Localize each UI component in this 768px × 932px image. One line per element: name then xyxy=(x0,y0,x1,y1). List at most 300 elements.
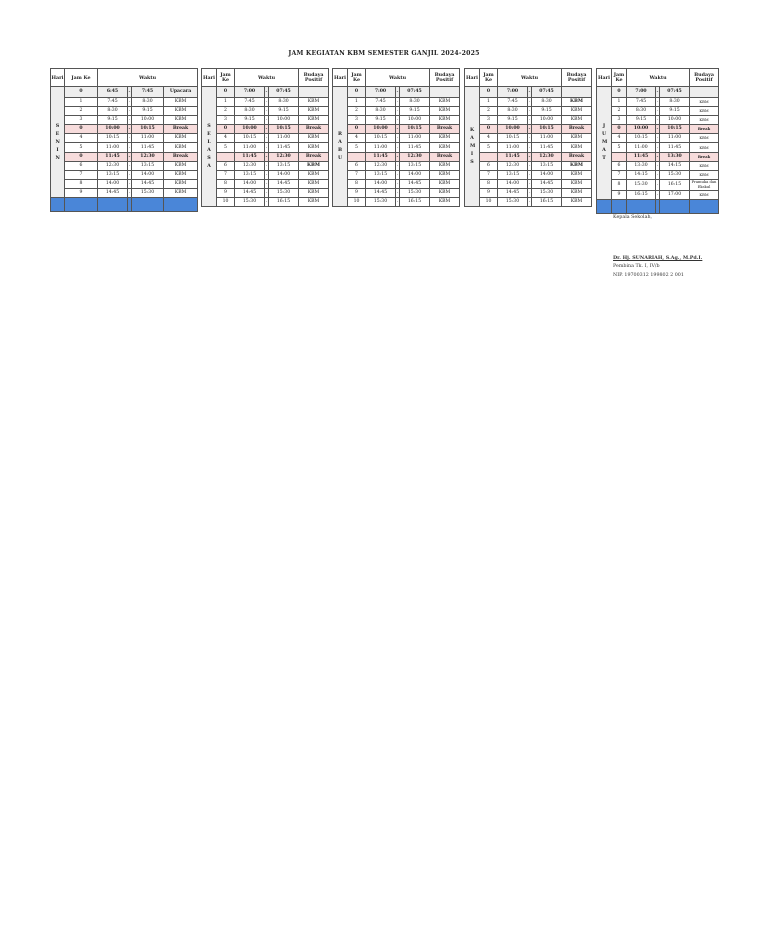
end-time-cell: 11:45 xyxy=(400,143,430,152)
activity-cell: KBM xyxy=(562,179,592,188)
table-row xyxy=(333,179,460,188)
activity-cell: KBM xyxy=(430,107,460,116)
end-time-cell: 9:15 xyxy=(400,107,430,116)
table-row xyxy=(202,198,329,207)
activity-cell: KBM xyxy=(430,143,460,152)
jam-ke-cell: 2 xyxy=(217,107,235,116)
separator-cell: - xyxy=(396,188,400,197)
separator-cell: - xyxy=(656,161,660,170)
jam-ke-header: Jam Ke xyxy=(65,69,98,87)
footer-cell xyxy=(132,198,164,212)
header-row xyxy=(465,69,592,87)
start-time-cell: 13:15 xyxy=(498,170,528,179)
start-time-cell: 9:15 xyxy=(366,116,396,125)
jam-ke-cell: 6 xyxy=(612,161,627,170)
end-time-cell: 13:15 xyxy=(132,161,164,170)
day-letters: S E N I N xyxy=(55,122,60,161)
start-time-cell: 13:15 xyxy=(366,170,396,179)
activity-cell: KBM xyxy=(690,143,719,152)
end-time-cell: 14:00 xyxy=(532,170,562,179)
jam-ke-cell: 4 xyxy=(480,134,498,143)
schedule-table-kamis xyxy=(464,68,592,207)
table-row xyxy=(202,152,329,161)
footer-cell xyxy=(612,199,627,213)
separator-cell: - xyxy=(528,188,532,197)
activity-cell: KBM xyxy=(164,143,198,152)
end-time-cell: 10:00 xyxy=(269,116,299,125)
table-row xyxy=(597,152,719,161)
day-name xyxy=(51,87,65,198)
start-time-cell: 7:00 xyxy=(498,87,528,98)
activity-cell: Break xyxy=(299,125,329,134)
activity-cell xyxy=(690,87,719,98)
jam-ke-cell: 7 xyxy=(612,170,627,179)
end-time-cell: 10:15 xyxy=(132,125,164,134)
activity-cell: KBM xyxy=(164,161,198,170)
signature-name: Dr. Hj. SUNARIAH, S.Ag., M.Pd.I. xyxy=(613,255,703,261)
end-time-cell: 12:30 xyxy=(400,152,430,161)
jam-ke-cell: 1 xyxy=(480,98,498,107)
separator-cell: - xyxy=(265,198,269,207)
activity-cell: KBM xyxy=(562,134,592,143)
separator-cell: - xyxy=(656,87,660,98)
separator-cell: - xyxy=(396,152,400,161)
start-time-cell: 8:30 xyxy=(627,107,656,116)
table-row xyxy=(202,170,329,179)
jam-ke-cell: 7 xyxy=(480,170,498,179)
activity-cell: KBM xyxy=(299,188,329,197)
activity-cell: Break xyxy=(690,125,719,134)
jam-ke-cell: 1 xyxy=(217,98,235,107)
table-row xyxy=(333,188,460,197)
separator-cell: - xyxy=(656,179,660,190)
table-row xyxy=(51,116,198,125)
end-time-cell: 10:00 xyxy=(400,116,430,125)
separator-cell: - xyxy=(396,98,400,107)
start-time-cell: 9:15 xyxy=(498,116,528,125)
day-letters: K A M I S xyxy=(470,127,476,166)
footer-cell xyxy=(597,199,612,213)
jam-ke-cell: 8 xyxy=(348,179,366,188)
activity-cell: KBM xyxy=(430,98,460,107)
jam-ke-cell: 8 xyxy=(65,179,98,188)
jam-ke-cell: 3 xyxy=(480,116,498,125)
separator-cell: - xyxy=(528,179,532,188)
table-row xyxy=(597,190,719,199)
end-time-cell: 07:45 xyxy=(400,87,430,98)
table-row xyxy=(465,170,592,179)
end-time-cell: 14:45 xyxy=(269,179,299,188)
activity-cell: KBM xyxy=(690,161,719,170)
jam-ke-cell: 8 xyxy=(480,179,498,188)
separator-cell: - xyxy=(396,170,400,179)
activity-cell: KBM xyxy=(562,170,592,179)
separator-cell: - xyxy=(656,125,660,134)
hari-header: Hari xyxy=(465,69,480,87)
table-row xyxy=(51,134,198,143)
end-time-cell: 14:00 xyxy=(400,170,430,179)
start-time-cell: 14:00 xyxy=(366,179,396,188)
hari-header: Hari xyxy=(597,69,612,87)
end-time-cell: 9:15 xyxy=(269,107,299,116)
table-row xyxy=(51,143,198,152)
jam-ke-cell: 10 xyxy=(348,198,366,207)
start-time-cell: 14:45 xyxy=(98,188,128,197)
jam-ke-cell: 2 xyxy=(480,107,498,116)
activity-cell: KBM xyxy=(690,98,719,107)
activity-cell: KBM xyxy=(562,188,592,197)
jam-ke-cell: 4 xyxy=(65,134,98,143)
end-time-cell: 10:00 xyxy=(132,116,164,125)
end-time-cell: 15:30 xyxy=(269,188,299,197)
signature-nip: NIP. 19700312 199802 2 001 xyxy=(613,273,684,278)
start-time-cell: 14:45 xyxy=(235,188,265,197)
jam-ke-cell: 6 xyxy=(217,161,235,170)
separator-cell: - xyxy=(528,161,532,170)
activity-cell: Break xyxy=(430,125,460,134)
page-title: JAM KEGIATAN KBM SEMESTER GANJIL 2024-2025 xyxy=(288,50,480,57)
day-name xyxy=(202,87,217,207)
jam-ke-cell: 5 xyxy=(217,143,235,152)
start-time-cell: 11:00 xyxy=(498,143,528,152)
start-time-cell: 7:45 xyxy=(498,98,528,107)
jam-ke-cell: 0 xyxy=(612,125,627,134)
activity-cell: KBM xyxy=(562,116,592,125)
activity-cell: KBM xyxy=(299,143,329,152)
end-time-cell: 12:30 xyxy=(532,152,562,161)
end-time-cell: 13:15 xyxy=(269,161,299,170)
separator-cell: - xyxy=(396,116,400,125)
separator-cell: - xyxy=(528,98,532,107)
end-time-cell: 13:15 xyxy=(532,161,562,170)
header-row xyxy=(597,69,719,87)
start-time-cell: 11:45 xyxy=(627,152,656,161)
jam-ke-header: Jam Ke xyxy=(217,69,235,87)
jam-ke-cell xyxy=(348,152,366,161)
separator-cell: - xyxy=(656,152,660,161)
jam-ke-header: Jam Ke xyxy=(480,69,498,87)
separator-cell: - xyxy=(656,143,660,152)
header-row xyxy=(51,69,198,87)
table-row xyxy=(202,134,329,143)
table-row xyxy=(465,134,592,143)
end-time-cell: 11:45 xyxy=(269,143,299,152)
separator-cell: - xyxy=(265,161,269,170)
jam-ke-cell: 0 xyxy=(612,87,627,98)
separator-cell: - xyxy=(265,179,269,188)
jam-ke-cell: 2 xyxy=(612,107,627,116)
hari-header: Hari xyxy=(333,69,348,87)
activity-cell: KBM xyxy=(562,161,592,170)
activity-cell: KBM xyxy=(164,134,198,143)
table-row xyxy=(597,179,719,190)
jam-ke-cell: 5 xyxy=(480,143,498,152)
end-time-cell: 14:00 xyxy=(132,170,164,179)
end-time-cell: 14:45 xyxy=(400,179,430,188)
separator-cell: - xyxy=(128,98,132,107)
separator-cell: - xyxy=(528,125,532,134)
end-time-cell: 9:15 xyxy=(660,107,690,116)
end-time-cell: 14:00 xyxy=(269,170,299,179)
end-time-cell: 16:15 xyxy=(400,198,430,207)
table-row xyxy=(202,125,329,134)
activity-cell xyxy=(430,87,460,98)
jam-ke-cell: 0 xyxy=(65,87,98,98)
jam-ke-cell: 3 xyxy=(348,116,366,125)
activity-cell: Upacara xyxy=(164,87,198,98)
end-time-cell: 15:30 xyxy=(532,188,562,197)
end-time-cell: 10:15 xyxy=(532,125,562,134)
end-time-cell: 8:30 xyxy=(532,98,562,107)
start-time-cell: 11:45 xyxy=(498,152,528,161)
separator-cell: - xyxy=(128,170,132,179)
table-row xyxy=(597,134,719,143)
header-row xyxy=(202,69,329,87)
activity-cell: KBM xyxy=(299,170,329,179)
activity-cell: KBM xyxy=(562,107,592,116)
table-row xyxy=(51,161,198,170)
jam-ke-cell xyxy=(217,152,235,161)
separator-cell: - xyxy=(128,188,132,197)
end-time-cell: 11:00 xyxy=(660,134,690,143)
activity-cell: KBM xyxy=(299,179,329,188)
end-time-cell: 07:45 xyxy=(532,87,562,98)
end-time-cell: 8:30 xyxy=(660,98,690,107)
day-name xyxy=(333,87,348,207)
start-time-cell: 7:00 xyxy=(235,87,265,98)
start-time-cell: 10:15 xyxy=(498,134,528,143)
day-name xyxy=(465,87,480,207)
jam-ke-cell: 8 xyxy=(217,179,235,188)
end-time-cell: 9:15 xyxy=(132,107,164,116)
start-time-cell: 15:30 xyxy=(627,179,656,190)
table-row xyxy=(51,98,198,107)
separator-cell: - xyxy=(396,198,400,207)
activity-cell: KBM xyxy=(562,98,592,107)
start-time-cell: 13:15 xyxy=(98,170,128,179)
table-row xyxy=(333,134,460,143)
activity-cell: KBM xyxy=(299,107,329,116)
start-time-cell: 10:00 xyxy=(98,125,128,134)
table-row xyxy=(465,98,592,107)
jam-ke-cell: 6 xyxy=(480,161,498,170)
table-row xyxy=(597,170,719,179)
activity-cell: KBM xyxy=(299,198,329,207)
jam-ke-cell: 0 xyxy=(65,125,98,134)
activity-cell xyxy=(299,87,329,98)
separator-cell: - xyxy=(528,152,532,161)
day-name xyxy=(597,87,612,200)
separator-cell: - xyxy=(128,143,132,152)
end-time-cell: 14:15 xyxy=(660,161,690,170)
activity-cell: KBM xyxy=(430,198,460,207)
activity-cell: KBM xyxy=(164,107,198,116)
separator-cell: - xyxy=(265,143,269,152)
start-time-cell: 16:15 xyxy=(627,190,656,199)
activity-cell xyxy=(562,87,592,98)
table-row xyxy=(333,98,460,107)
end-time-cell: 07:45 xyxy=(269,87,299,98)
signature-role: Kepala Sekolah, xyxy=(613,215,653,220)
schedule-table-selasa xyxy=(201,68,329,207)
jam-ke-cell: 7 xyxy=(217,170,235,179)
jam-ke-cell: 9 xyxy=(612,190,627,199)
waktu-header: Waktu xyxy=(235,69,299,87)
activity-cell: Break xyxy=(164,125,198,134)
separator-cell: - xyxy=(128,152,132,161)
end-time-cell: 11:45 xyxy=(532,143,562,152)
table-row xyxy=(51,179,198,188)
table-row xyxy=(465,188,592,197)
table-row xyxy=(597,107,719,116)
start-time-cell: 10:00 xyxy=(498,125,528,134)
signature-rank: Pembina Tk. I, IV/b xyxy=(613,264,660,269)
start-time-cell: 11:45 xyxy=(98,152,128,161)
jam-ke-cell xyxy=(480,152,498,161)
table-row xyxy=(51,170,198,179)
activity-cell: KBM xyxy=(430,179,460,188)
end-time-cell: 11:00 xyxy=(400,134,430,143)
start-time-cell: 9:15 xyxy=(235,116,265,125)
jam-ke-cell: 1 xyxy=(65,98,98,107)
budaya-positif-header: Budaya Positif xyxy=(562,69,592,87)
activity-cell: KBM xyxy=(690,134,719,143)
table-row xyxy=(597,98,719,107)
jam-ke-cell: 6 xyxy=(348,161,366,170)
activity-cell: Break xyxy=(690,152,719,161)
separator-cell: - xyxy=(265,107,269,116)
end-time-cell: 10:15 xyxy=(660,125,690,134)
activity-cell: KBM xyxy=(430,170,460,179)
schedule-table-jumat xyxy=(596,68,719,214)
table-row xyxy=(597,143,719,152)
separator-cell: - xyxy=(128,107,132,116)
table-row xyxy=(202,87,329,98)
jam-ke-cell: 9 xyxy=(217,188,235,197)
start-time-cell: 8:30 xyxy=(498,107,528,116)
separator-cell: - xyxy=(656,134,660,143)
end-time-cell: 10:15 xyxy=(400,125,430,134)
table-row xyxy=(333,198,460,207)
table-row xyxy=(202,188,329,197)
table-row xyxy=(333,125,460,134)
activity-cell: KBM xyxy=(690,107,719,116)
separator-cell: - xyxy=(528,198,532,207)
separator-cell: - xyxy=(528,134,532,143)
start-time-cell: 13:15 xyxy=(235,170,265,179)
table-row xyxy=(51,125,198,134)
jam-ke-cell: 0 xyxy=(348,87,366,98)
budaya-positif-header: Budaya Positif xyxy=(299,69,329,87)
budaya-positif-header: Budaya Positif xyxy=(690,69,719,87)
end-time-cell: 12:30 xyxy=(269,152,299,161)
activity-cell: KBM xyxy=(299,134,329,143)
footer-row xyxy=(597,199,719,213)
jam-ke-cell: 5 xyxy=(65,143,98,152)
jam-ke-cell: 1 xyxy=(348,98,366,107)
table-row xyxy=(465,107,592,116)
start-time-cell: 10:15 xyxy=(235,134,265,143)
end-time-cell: 15:30 xyxy=(660,170,690,179)
jam-ke-cell: 4 xyxy=(217,134,235,143)
start-time-cell: 11:00 xyxy=(366,143,396,152)
jam-ke-cell: 9 xyxy=(348,188,366,197)
activity-cell: KBM xyxy=(562,143,592,152)
start-time-cell: 14:45 xyxy=(498,188,528,197)
end-time-cell: 12:30 xyxy=(132,152,164,161)
activity-cell: KBM xyxy=(299,98,329,107)
start-time-cell: 11:45 xyxy=(366,152,396,161)
footer-cell xyxy=(65,198,98,212)
table-row xyxy=(465,152,592,161)
activity-cell: KBM xyxy=(164,116,198,125)
activity-cell: KBM xyxy=(562,198,592,207)
footer-cell xyxy=(660,199,690,213)
activity-cell: Break xyxy=(562,125,592,134)
table-row xyxy=(333,107,460,116)
separator-cell: - xyxy=(528,107,532,116)
separator-cell: - xyxy=(528,116,532,125)
table-row xyxy=(465,179,592,188)
table-row xyxy=(333,170,460,179)
end-time-cell: 11:00 xyxy=(532,134,562,143)
separator-cell: - xyxy=(265,116,269,125)
start-time-cell: 10:15 xyxy=(98,134,128,143)
start-time-cell: 11:00 xyxy=(98,143,128,152)
jam-ke-cell: 2 xyxy=(65,107,98,116)
end-time-cell: 8:30 xyxy=(400,98,430,107)
separator-cell: - xyxy=(128,134,132,143)
jam-ke-cell: 7 xyxy=(65,170,98,179)
start-time-cell: 15:30 xyxy=(235,198,265,207)
separator-cell: - xyxy=(528,170,532,179)
activity-cell: Break xyxy=(562,152,592,161)
start-time-cell: 7:45 xyxy=(98,98,128,107)
jam-ke-cell: 0 xyxy=(348,125,366,134)
jam-ke-cell: 5 xyxy=(348,143,366,152)
footer-cell xyxy=(164,198,198,212)
start-time-cell: 7:45 xyxy=(235,98,265,107)
start-time-cell: 14:00 xyxy=(498,179,528,188)
end-time-cell: 14:45 xyxy=(132,179,164,188)
jam-ke-cell: 10 xyxy=(480,198,498,207)
table-row xyxy=(465,87,592,98)
table-row xyxy=(51,188,198,197)
end-time-cell: 10:00 xyxy=(660,116,690,125)
table-row xyxy=(333,152,460,161)
jam-ke-cell: 6 xyxy=(65,161,98,170)
jam-ke-header: Jam Ke xyxy=(348,69,366,87)
jam-ke-cell: 8 xyxy=(612,179,627,190)
end-time-cell: 8:30 xyxy=(132,98,164,107)
end-time-cell: 9:15 xyxy=(532,107,562,116)
separator-cell: - xyxy=(265,125,269,134)
waktu-header: Waktu xyxy=(366,69,430,87)
table-row xyxy=(202,98,329,107)
jam-ke-cell: 2 xyxy=(348,107,366,116)
start-time-cell: 12:30 xyxy=(498,161,528,170)
start-time-cell: 10:00 xyxy=(627,125,656,134)
hari-header: Hari xyxy=(202,69,217,87)
table-row xyxy=(465,198,592,207)
day-letters: S E L A S A xyxy=(207,123,211,170)
activity-cell: KBM xyxy=(430,134,460,143)
separator-cell: - xyxy=(128,87,132,98)
end-time-cell: 13:15 xyxy=(400,161,430,170)
footer-cell xyxy=(51,198,65,212)
end-time-cell: 07:45 xyxy=(660,87,690,98)
start-time-cell: 12:30 xyxy=(366,161,396,170)
